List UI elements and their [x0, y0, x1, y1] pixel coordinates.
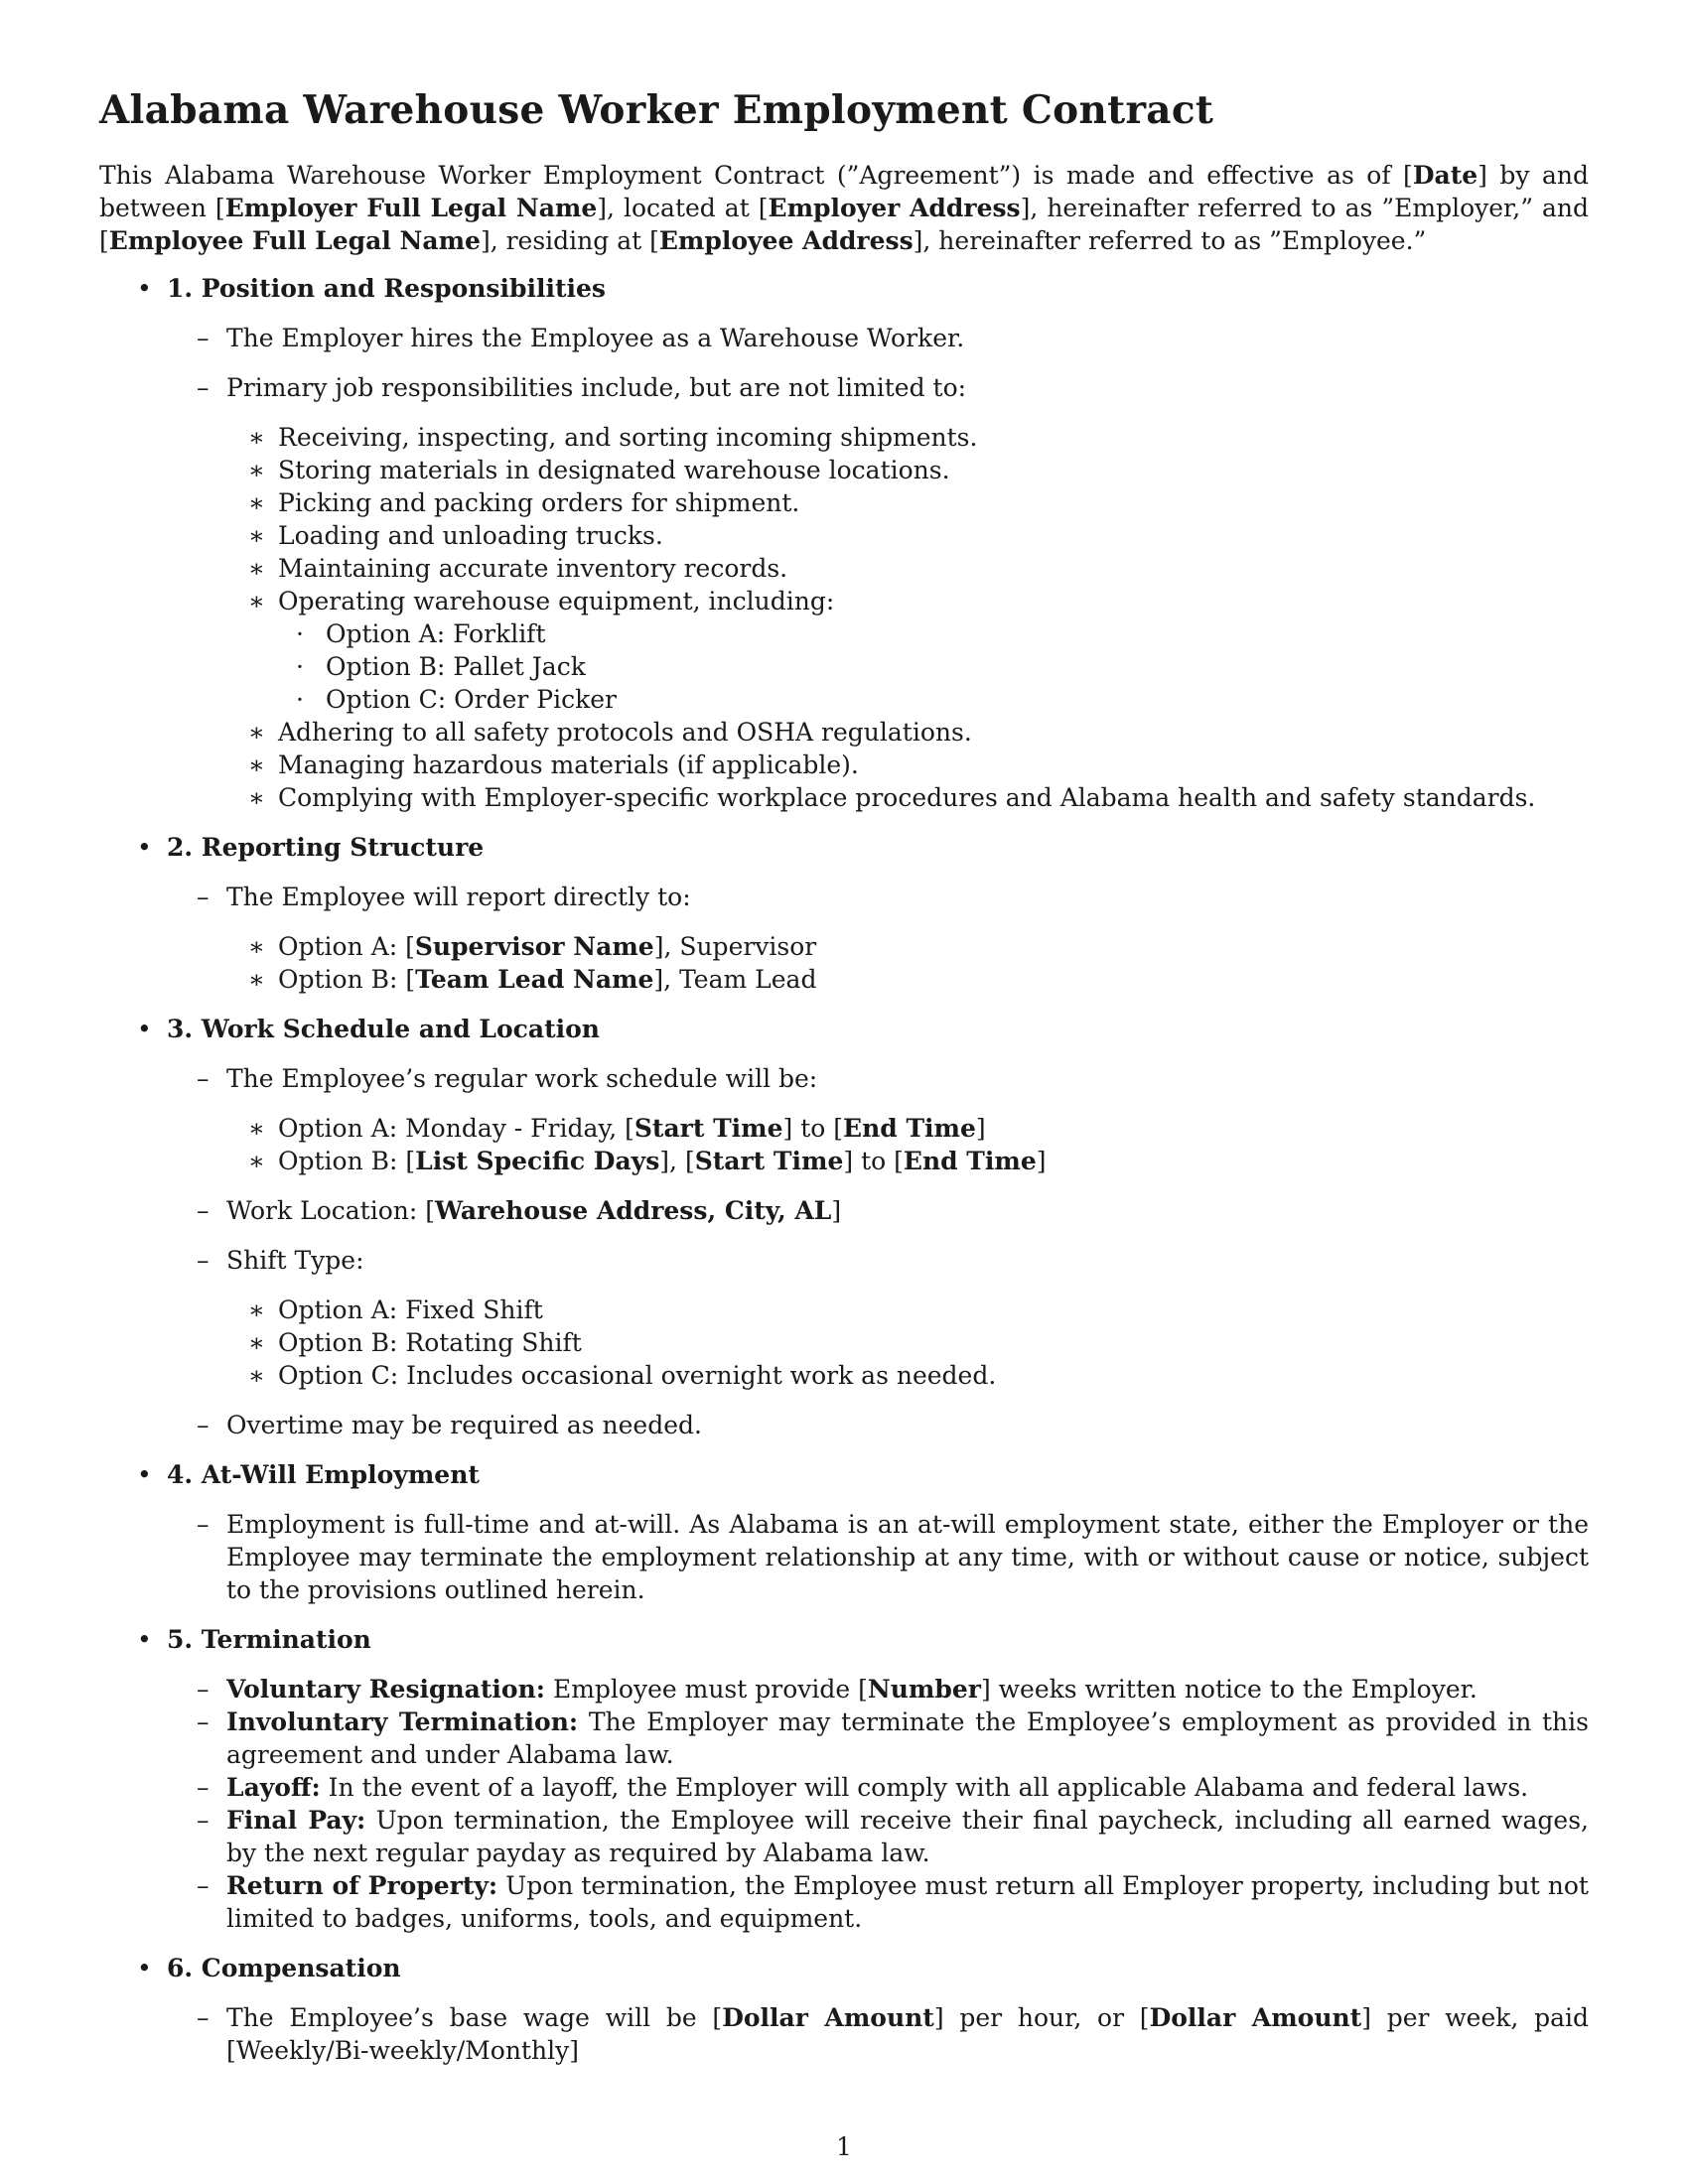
term-label: Return of Property: — [226, 1871, 498, 1900]
intro-text: ], residing at [ — [480, 226, 659, 255]
placeholder-start-time: Start Time — [633, 1114, 783, 1143]
item-text: Loading and unloading trucks. — [278, 521, 663, 550]
star-marker: ∗ — [248, 1296, 265, 1324]
item-text: Receiving, inspecting, and sorting incoming shipments. — [278, 423, 978, 452]
dash-marker: – — [197, 1675, 210, 1704]
star-marker: ∗ — [248, 456, 265, 484]
list-item — [197, 1508, 1589, 1606]
text-run: Upon termination, the Employee will receive their final paycheck, including all earned wages, by the next regular payday as required by Alabama law. — [226, 1806, 1589, 1867]
text-run: The Employee’s base wage will be [ — [226, 2003, 723, 2032]
star-marker: ∗ — [248, 423, 265, 452]
intro-text: ], hereinafter referred to as ”Employee.” — [913, 226, 1427, 255]
star-marker: ∗ — [248, 587, 265, 615]
dash-marker: – — [197, 1707, 210, 1736]
list-item — [197, 1409, 1589, 1441]
item-text: Option B: Pallet Jack — [326, 652, 586, 681]
list-item — [197, 322, 1589, 354]
item-text: The Employer hires the Employee as a Warehouse Worker. — [226, 324, 965, 352]
list-item — [197, 1771, 1589, 1804]
list-item — [197, 371, 1589, 404]
dash-marker: – — [197, 1064, 210, 1093]
placeholder-dollar-amount: Dollar Amount — [722, 2003, 934, 2032]
item-text: Picking and packing orders for shipment. — [278, 488, 800, 517]
list-item — [197, 1673, 1589, 1706]
intro-paragraph — [99, 159, 1589, 257]
item-text — [278, 1112, 986, 1145]
bullet-marker: • — [137, 1460, 152, 1489]
list-item — [197, 1062, 1589, 1095]
star-marker: ∗ — [248, 488, 265, 517]
item-text: Option A: Forklift — [326, 619, 546, 648]
dash-marker: – — [197, 2003, 210, 2032]
section-title: 2. Reporting Structure — [167, 833, 485, 862]
item-text: Complying with Employer-specific workplace procedures and Alabama health and safety standards. — [278, 783, 1536, 812]
star-marker: ∗ — [248, 1147, 265, 1175]
intro-text: ] by and between [ — [99, 161, 1589, 222]
item-text — [226, 1804, 1589, 1869]
dash-marker: – — [197, 373, 210, 402]
placeholder-employer-name: Employer Full Legal Name — [224, 194, 598, 222]
text-run: ] per week, paid [Weekly/Bi-weekly/Monthly] — [226, 2003, 1590, 2065]
item-text — [278, 930, 816, 963]
term-label: Involuntary Termination: — [226, 1707, 579, 1736]
item-text — [226, 1673, 1589, 1706]
text-run: ] to [ — [843, 1147, 904, 1175]
text-run: Upon termination, the Employee must return all Employer property, including but not limited to badges, uniforms, tools, and equipment. — [226, 1871, 1589, 1933]
placeholder-supervisor-name: Supervisor Name — [414, 932, 654, 961]
placeholder-employer-address: Employer Address — [768, 194, 1021, 222]
star-marker: ∗ — [248, 1114, 265, 1143]
bullet-marker: • — [137, 274, 152, 303]
dot-marker: · — [296, 619, 304, 648]
placeholder-dollar-amount: Dollar Amount — [1149, 2003, 1362, 2032]
text-run: ] weeks written notice to the Employer. — [980, 1675, 1477, 1704]
item-text: Option C: Includes occasional overnight work as needed. — [278, 1361, 997, 1390]
dot-marker: · — [296, 652, 304, 681]
item-text: Option A: Fixed Shift — [278, 1296, 543, 1324]
term-label: Final Pay: — [226, 1806, 366, 1835]
item-text — [278, 1145, 1047, 1177]
text-run: ] per hour, or [ — [933, 2003, 1150, 2032]
item-text: Option C: Order Picker — [326, 685, 617, 714]
text-run: ] — [975, 1114, 986, 1143]
section-title: 4. At-Will Employment — [167, 1460, 480, 1489]
section-title: 6. Compensation — [167, 1954, 401, 1982]
item-text: Maintaining accurate inventory records. — [278, 554, 788, 583]
section-title: 5. Termination — [167, 1625, 371, 1654]
text-run: Option A: Monday - Friday, [ — [278, 1114, 634, 1143]
item-text: The Employee will report directly to: — [226, 883, 691, 911]
placeholder-specific-days: List Specific Days — [415, 1147, 660, 1175]
bullet-marker: • — [137, 1015, 152, 1043]
bullet-marker: • — [137, 1954, 152, 1982]
placeholder-team-lead-name: Team Lead Name — [415, 965, 654, 994]
item-text: Storing materials in designated warehouse locations. — [278, 456, 950, 484]
item-text — [226, 2001, 1589, 2067]
item-text: The Employee’s regular work schedule will be: — [226, 1064, 818, 1093]
placeholder-end-time: End Time — [843, 1114, 976, 1143]
list-item — [197, 2001, 1589, 2067]
document-title: Alabama Warehouse Worker Employment Contract — [99, 87, 1214, 133]
intro-text: This Alabama Warehouse Worker Employment Contract (”Agreement”) is made and effective as of [ — [99, 161, 1413, 190]
item-text — [278, 963, 816, 996]
text-run: Option B: [ — [278, 965, 416, 994]
list-item — [197, 881, 1589, 913]
dash-marker: – — [197, 1871, 210, 1900]
list-item — [197, 1194, 1589, 1227]
item-text: Shift Type: — [226, 1246, 364, 1275]
text-run: The Employer may terminate the Employee’s employment as provided in this agreement and under Alabama law. — [226, 1707, 1589, 1769]
item-text: Managing hazardous materials (if applicable). — [278, 751, 859, 779]
star-marker: ∗ — [248, 1361, 265, 1390]
star-marker: ∗ — [248, 751, 265, 779]
star-marker: ∗ — [248, 521, 265, 550]
term-label: Voluntary Resignation: — [226, 1675, 546, 1704]
item-text: Primary job responsibilities include, but are not limited to: — [226, 373, 967, 402]
dash-marker: – — [197, 883, 210, 911]
dash-marker: – — [197, 1773, 210, 1802]
placeholder-date: Date — [1412, 161, 1478, 190]
placeholder-number: Number — [867, 1675, 981, 1704]
placeholder-end-time: End Time — [903, 1147, 1037, 1175]
term-label: Layoff: — [226, 1773, 321, 1802]
bullet-marker: • — [137, 833, 152, 862]
placeholder-employee-address: Employee Address — [658, 226, 914, 255]
list-item — [197, 1244, 1589, 1277]
text-run: ] — [831, 1196, 842, 1225]
dash-marker: – — [197, 1246, 210, 1275]
text-run: ], Supervisor — [653, 932, 817, 961]
star-marker: ∗ — [248, 718, 265, 747]
star-marker: ∗ — [248, 965, 265, 994]
dash-marker: – — [197, 324, 210, 352]
star-marker: ∗ — [248, 554, 265, 583]
text-run: ], [ — [659, 1147, 695, 1175]
text-run: ], Team Lead — [653, 965, 817, 994]
bullet-marker: • — [137, 1625, 152, 1654]
item-text — [226, 1869, 1589, 1935]
placeholder-warehouse-address: Warehouse Address, City, AL — [434, 1196, 832, 1225]
list-item — [197, 1804, 1589, 1869]
dash-marker: – — [197, 1411, 210, 1439]
item-text: Employment is full-time and at-will. As Alabama is an at-will employment state, either the Employer or the Employee may terminate the employment relationship at any time, with or without cause or notice, subject to the provisions outlined herein. — [226, 1510, 1589, 1604]
placeholder-start-time: Start Time — [694, 1147, 844, 1175]
item-text: Overtime may be required as needed. — [226, 1411, 702, 1439]
star-marker: ∗ — [248, 783, 265, 812]
star-marker: ∗ — [248, 1328, 265, 1357]
list-item — [197, 1706, 1589, 1771]
text-run: Option A: [ — [278, 932, 415, 961]
list-item — [197, 1869, 1589, 1935]
dot-marker: · — [296, 685, 304, 714]
dash-marker: – — [197, 1806, 210, 1835]
text-run: In the event of a layoff, the Employer will comply with all applicable Alabama and federal laws. — [320, 1773, 1529, 1802]
item-text: Operating warehouse equipment, including: — [278, 587, 835, 615]
placeholder-employee-name: Employee Full Legal Name — [108, 226, 481, 255]
section-title: 1. Position and Responsibilities — [167, 274, 606, 303]
star-marker: ∗ — [248, 932, 265, 961]
text-run: ] — [1036, 1147, 1047, 1175]
item-text: Adhering to all safety protocols and OSHA regulations. — [278, 718, 972, 747]
section-title: 3. Work Schedule and Location — [167, 1015, 600, 1043]
text-run: ] to [ — [782, 1114, 844, 1143]
text-run: Work Location: [ — [226, 1196, 435, 1225]
item-text — [226, 1194, 1589, 1227]
text-run: Employee must provide [ — [545, 1675, 868, 1704]
dash-marker: – — [197, 1196, 210, 1225]
item-text — [226, 1771, 1589, 1804]
item-text: Option B: Rotating Shift — [278, 1328, 582, 1357]
intro-text: ], located at [ — [597, 194, 769, 222]
text-run: Option B: [ — [278, 1147, 416, 1175]
page-number: 1 — [836, 2132, 852, 2161]
item-text — [226, 1706, 1589, 1771]
dash-marker: – — [197, 1510, 210, 1539]
intro-text: ], hereinafter referred to as ”Employer,” and [ — [99, 194, 1589, 255]
